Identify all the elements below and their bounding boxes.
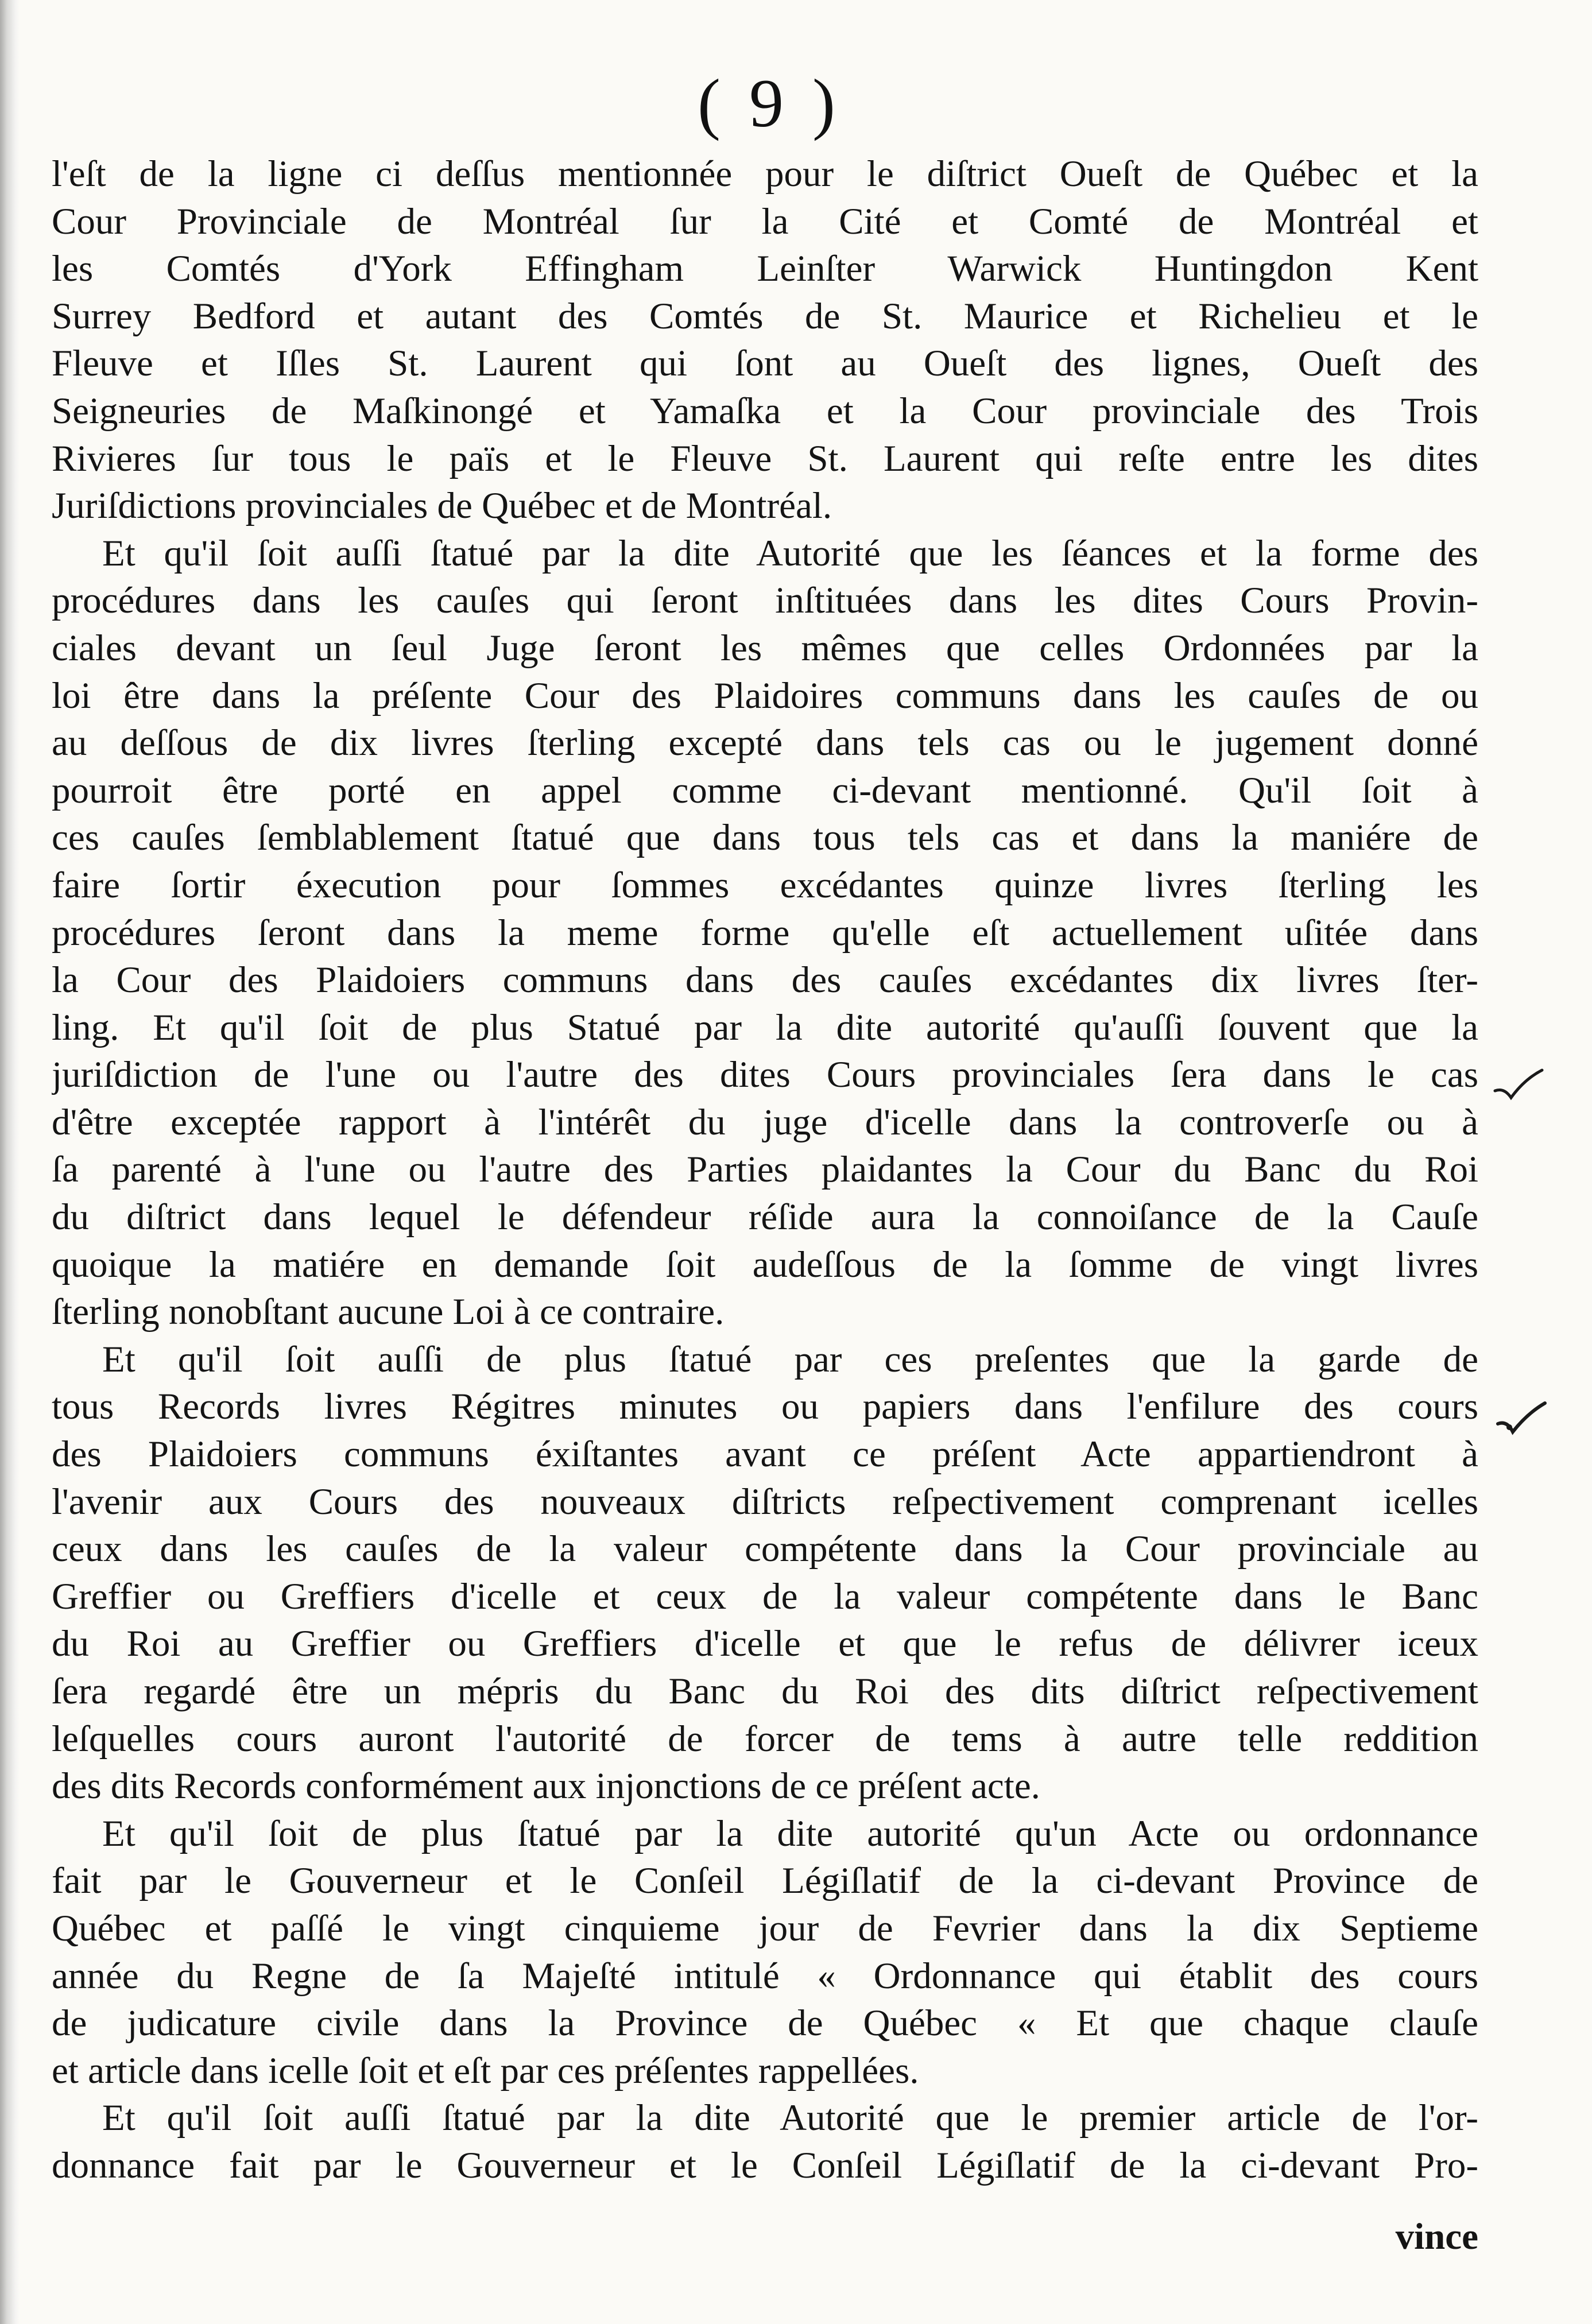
text-line: la Cour des Plaidoiers communs dans des cauſes excédantes dix livres ſter- bbox=[52, 959, 1478, 1001]
text-line: Greffier ou Greffiers d'icelle et ceux de la valeur compétente dans le Banc bbox=[52, 1575, 1478, 1617]
text-line: Fleuve et Iſles St. Laurent qui ſont au Oueſt des lignes, Oueſt des bbox=[52, 343, 1478, 385]
text-line: année du Regne de ſa Majeſté intitulé « Ordonnance qui établit des cours bbox=[52, 1955, 1478, 1997]
text-line: tous Records livres Régitres minutes ou papiers dans l'enfilure des cours bbox=[52, 1386, 1478, 1428]
text-line: donnance fait par le Gouverneur et le Conſeil Légiſlatif de la ci-devant Pro- bbox=[52, 2144, 1478, 2186]
text-line: les Comtés d'York Effingham Leinſter Warwick Huntingdon Kent bbox=[52, 248, 1478, 290]
text-line: Et qu'il ſoit auſſi ſtatué par la dite Autorité que le premier article de l'or- bbox=[102, 2097, 1478, 2139]
body-text bbox=[52, 150, 1478, 2190]
text-line: l'eſt de la ligne ci deſſus mentionnée pour le diſtrict Oueſt de Québec et la bbox=[52, 153, 1478, 195]
text-line: fait par le Gouverneur et le Conſeil Légiſlatif de la ci-devant Province de bbox=[52, 1860, 1478, 1902]
text-line: au deſſous de dix livres ſterling excepté dans tels cas ou le jugement donné bbox=[52, 722, 1478, 764]
text-line: ſera regardé être un mépris du Banc du Roi des dits diſtrict reſpectivement bbox=[52, 1671, 1478, 1712]
text-line: faire ſortir éxecution pour ſommes excédantes quinze livres ſterling les bbox=[52, 864, 1478, 906]
text-line: des Plaidoiers communs éxiſtantes avant ce préſent Acte appartiendront à bbox=[52, 1434, 1478, 1475]
text-line: Et qu'il ſoit auſſi ſtatué par la dite Autorité que les ſéances et la forme des bbox=[102, 532, 1478, 574]
text-line: et article dans icelle ſoit et eſt par ces préſentes rappellées. bbox=[52, 2050, 919, 2091]
text-line: Surrey Bedford et autant des Comtés de St. Maurice et Richelieu et le bbox=[52, 295, 1478, 337]
text-line: ces cauſes ſemblablement ſtatué que dans tous tels cas et dans la maniére de bbox=[52, 817, 1478, 859]
text-line: Rivieres ſur tous le païs et le Fleuve St. Laurent qui reſte entre les dites bbox=[52, 437, 1478, 479]
text-line: Seigneuries de Maſkinongé et Yamaſka et la Cour provinciale des Trois bbox=[52, 390, 1478, 432]
text-line: du Roi au Greffier ou Greffiers d'icelle et que le refus de délivrer iceux bbox=[52, 1623, 1478, 1665]
text-line: Et qu'il ſoit de plus ſtatué par la dite autorité qu'un Acte ou ordonnance bbox=[102, 1812, 1478, 1854]
text-line: des dits Records conformément aux injonctions de ce préſent acte. bbox=[52, 1765, 1040, 1807]
text-line: pourroit être porté en appel comme ci-devant mentionné. Qu'il ſoit à bbox=[52, 769, 1478, 811]
text-line: ceux dans les cauſes de la valeur compétente dans la Cour provinciale au bbox=[52, 1528, 1478, 1570]
text-line: d'être exceptée rapport à l'intérêt du juge d'icelle dans la controverſe ou à bbox=[52, 1101, 1478, 1143]
text-line: Cour Provinciale de Montréal ſur la Cité et Comté de Montréal et bbox=[52, 200, 1478, 242]
page-number: ( 9 ) bbox=[698, 65, 841, 141]
text-line: Québec et paſſé le vingt cinquieme jour de Fevrier dans la dix Septieme bbox=[52, 1907, 1478, 1949]
text-line: loi être dans la préſente Cour des Plaidoires communs dans les cauſes de ou bbox=[52, 675, 1478, 716]
page-edge-shadow bbox=[0, 0, 20, 2324]
text-line: Et qu'il ſoit auſſi de plus ſtatué par ces preſentes que la garde de bbox=[102, 1338, 1478, 1380]
catchword: vince bbox=[1395, 2216, 1478, 2257]
text-line: quoique la matiére en demande ſoit audeſſous de la ſomme de vingt livres bbox=[52, 1244, 1478, 1285]
text-line: ciales devant un ſeul Juge ſeront les mêmes que celles Ordonnées par la bbox=[52, 627, 1478, 669]
text-line: procédures ſeront dans la meme forme qu'elle eſt actuellement uſitée dans bbox=[52, 912, 1478, 954]
text-line: du diſtrict dans lequel le défendeur réſide aura la connoiſance de la Cauſe bbox=[52, 1196, 1478, 1238]
text-line: ling. Et qu'il ſoit de plus Statué par la dite autorité qu'auſſi ſouvent que la bbox=[52, 1006, 1478, 1048]
text-line: juriſdiction de l'une ou l'autre des dites Cours provinciales ſera dans le cas bbox=[52, 1054, 1478, 1096]
text-line: ſa parenté à l'une ou l'autre des Parties plaidantes la Cour du Banc du Roi bbox=[52, 1149, 1478, 1191]
text-line: Juriſdictions provinciales de Québec et de Montréal. bbox=[52, 485, 832, 527]
check-mark-icon bbox=[1496, 1401, 1547, 1435]
text-line: ſterling nonobſtant aucune Loi à ce contraire. bbox=[52, 1291, 725, 1333]
check-mark-icon bbox=[1493, 1068, 1544, 1102]
text-line: procédures dans les cauſes qui ſeront inſtituées dans les dites Cours Provin- bbox=[52, 580, 1478, 622]
text-line: de judicature civile dans la Province de Québec « Et que chaque clauſe bbox=[52, 2002, 1478, 2044]
text-line: l'avenir aux Cours des nouveaux diſtricts reſpectivement comprenant icelles bbox=[52, 1481, 1478, 1523]
text-line: leſquelles cours auront l'autorité de forcer de tems à autre telle reddition bbox=[52, 1718, 1478, 1760]
